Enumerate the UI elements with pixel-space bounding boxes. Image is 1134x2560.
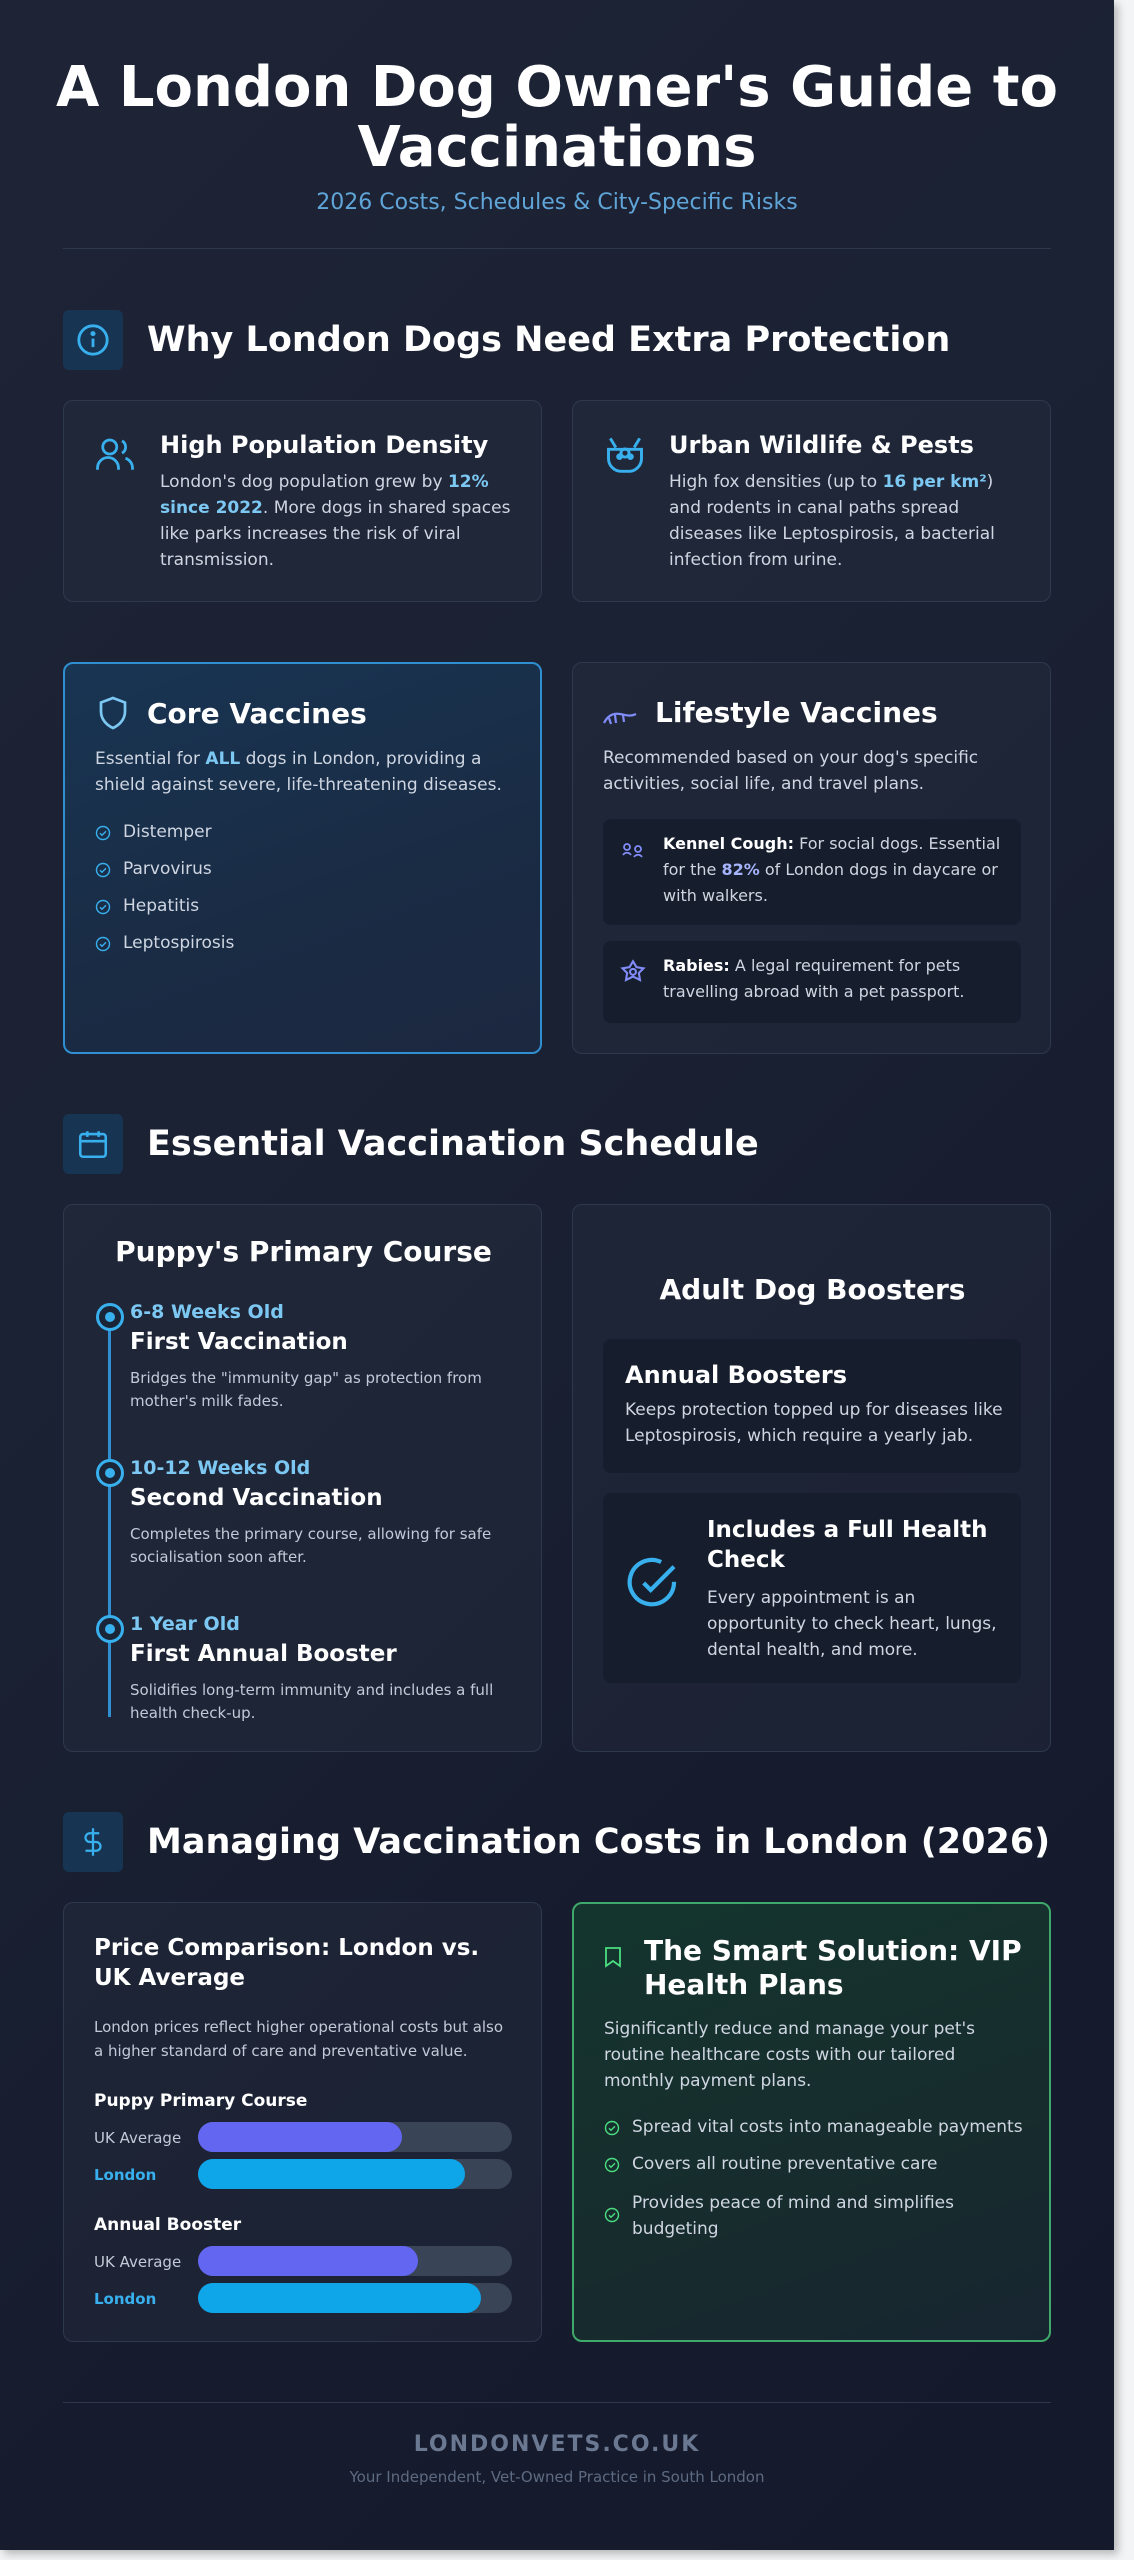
adult-boosters-card [572,1204,1051,1752]
kennel-cough-box [603,819,1021,925]
uk-average-label: UK Average [94,2129,182,2147]
section-costs-title: Managing Vaccination Costs in London (2026) [147,1822,1051,1862]
annual-boosters-title: Annual Boosters [625,1361,848,1389]
virus-icon [619,959,647,991]
bar-track [198,2159,512,2189]
check-circle-icon [604,2207,620,2223]
title-line-1: A London Dog Owner's Guide to [56,55,1058,120]
vip-plans-card [572,1902,1051,2342]
section-why-header [63,310,950,370]
puppy-course-card [63,1204,542,1752]
bar-track [198,2246,512,2276]
timeline-dot [96,1615,124,1643]
dollar-icon [63,1812,123,1872]
shield-icon [95,694,131,736]
dogs-icon [621,841,645,867]
bar-group-title: Puppy Primary Course [94,2091,308,2111]
section-schedule-header [63,1114,759,1174]
page-subtitle: 2026 Costs, Schedules & City-Specific Risks [316,190,798,215]
step-title: Second Vaccination [130,1485,383,1511]
london-label: London [94,2166,157,2184]
price-comparison-title: Price Comparison: London vs. UK Average [94,1935,480,1991]
page-title [0,55,1114,180]
step-desc: Completes the primary course, allowing for safe socialisation soon after. [130,1525,492,1566]
timeline-dot [96,1459,124,1487]
core-text: Essential for ALL dogs in London, providing a shield against severe, life-threatening diseases. [95,749,502,795]
annual-boosters-box [603,1339,1021,1473]
london-label: London [94,2290,157,2308]
vip-item: Spread vital costs into manageable payments [632,2117,1023,2137]
step-title: First Vaccination [130,1329,348,1355]
step-desc: Solidifies long-term immunity and includes a full health check-up. [130,1681,494,1722]
step-title: First Annual Booster [130,1641,397,1667]
bookmark-icon [604,1946,622,1972]
wildlife-card [572,400,1051,602]
core-title: Core Vaccines [147,697,367,730]
check-circle-icon [95,825,111,841]
annual-boosters-text: Keeps protection topped up for diseases like Leptospirosis, which require a yearly jab. [625,1400,1003,1446]
step-when: 1 Year Old [130,1613,240,1635]
step-desc: Bridges the "immunity gap" as protection from mother's milk fades. [130,1369,482,1410]
lifestyle-vaccines-card [572,662,1051,1054]
fox-icon [603,431,647,479]
users-icon [94,433,136,479]
price-comparison-card [63,1902,542,2342]
uk-average-label: UK Average [94,2253,182,2271]
uk-average-bar [198,2246,418,2276]
wildlife-text: High fox densities (up to 16 per km²) and rodents in canal paths spread diseases like Leptospirosis, a bacterial infection from urine. [669,472,995,570]
footer-tagline: Your Independent, Vet-Owned Practice in South London [349,2468,765,2486]
adult-boosters-title: Adult Dog Boosters [659,1273,966,1306]
core-item: Hepatitis [123,896,200,916]
density-text: London's dog population grew by 12% since 2022. More dogs in shared spaces like parks increases the risk of viral transmission. [160,472,511,570]
rabies-box [603,941,1021,1023]
check-circle-icon [625,1555,681,1615]
step-when: 6-8 Weeks Old [130,1301,284,1323]
health-check-title: Includes a Full Health Check [707,1517,988,1573]
core-vaccines-card [63,662,542,1054]
vip-item: Provides peace of mind and simplifies budgeting [632,2193,954,2239]
wildlife-title: Urban Wildlife & Pests [669,431,974,459]
health-check-box [603,1493,1021,1683]
health-check-text: Every appointment is an opportunity to check heart, lungs, dental health, and more. [707,1588,997,1660]
timeline-dot [96,1303,124,1331]
calendar-icon [63,1114,123,1174]
divider [63,248,1051,249]
bar-track [198,2283,512,2313]
rabies-text: Rabies: A legal requirement for pets travelling abroad with a pet passport. [663,956,965,1001]
vip-item: Covers all routine preventative care [632,2154,938,2174]
density-card [63,400,542,602]
vip-text: Significantly reduce and manage your pet's routine healthcare costs with our tailored monthly payment plans. [604,2019,976,2091]
title-line-2: Vaccinations [357,115,757,180]
lifestyle-title: Lifestyle Vaccines [655,696,938,729]
vip-title: The Smart Solution: VIP Health Plans [644,1934,1022,2001]
bar-track [198,2122,512,2152]
section-costs-header [63,1812,1050,1872]
bar-group-title: Annual Booster [94,2215,242,2235]
check-circle-icon [95,936,111,952]
puppy-course-title: Puppy's Primary Course [115,1235,492,1268]
check-circle-icon [604,2157,620,2173]
dog-bone-icon [601,705,639,731]
check-circle-icon [604,2120,620,2136]
divider [63,2402,1051,2403]
section-schedule-title: Essential Vaccination Schedule [147,1124,759,1164]
section-why-title: Why London Dogs Need Extra Protection [147,320,951,360]
check-circle-icon [95,862,111,878]
uk-average-bar [198,2122,402,2152]
core-item: Leptospirosis [123,933,235,953]
step-when: 10-12 Weeks Old [130,1457,311,1479]
core-item: Distemper [123,822,212,842]
check-circle-icon [95,899,111,915]
london-bar [198,2159,465,2189]
core-item: Parvovirus [123,859,212,879]
london-bar [198,2283,481,2313]
price-comparison-text: London prices reflect higher operational costs but also a higher standard of care and preventative value. [94,2018,504,2060]
timeline-line [108,1317,111,1717]
density-title: High Population Density [160,431,489,459]
kennel-cough-text: Kennel Cough: For social dogs. Essential for the 82% of London dogs in daycare or with walkers. [663,834,1001,905]
info-icon [63,310,123,370]
footer-brand[interactable]: LONDONVETS.CO.UK [413,2432,701,2457]
lifestyle-intro: Recommended based on your dog's specific activities, social life, and travel plans. [603,748,979,794]
